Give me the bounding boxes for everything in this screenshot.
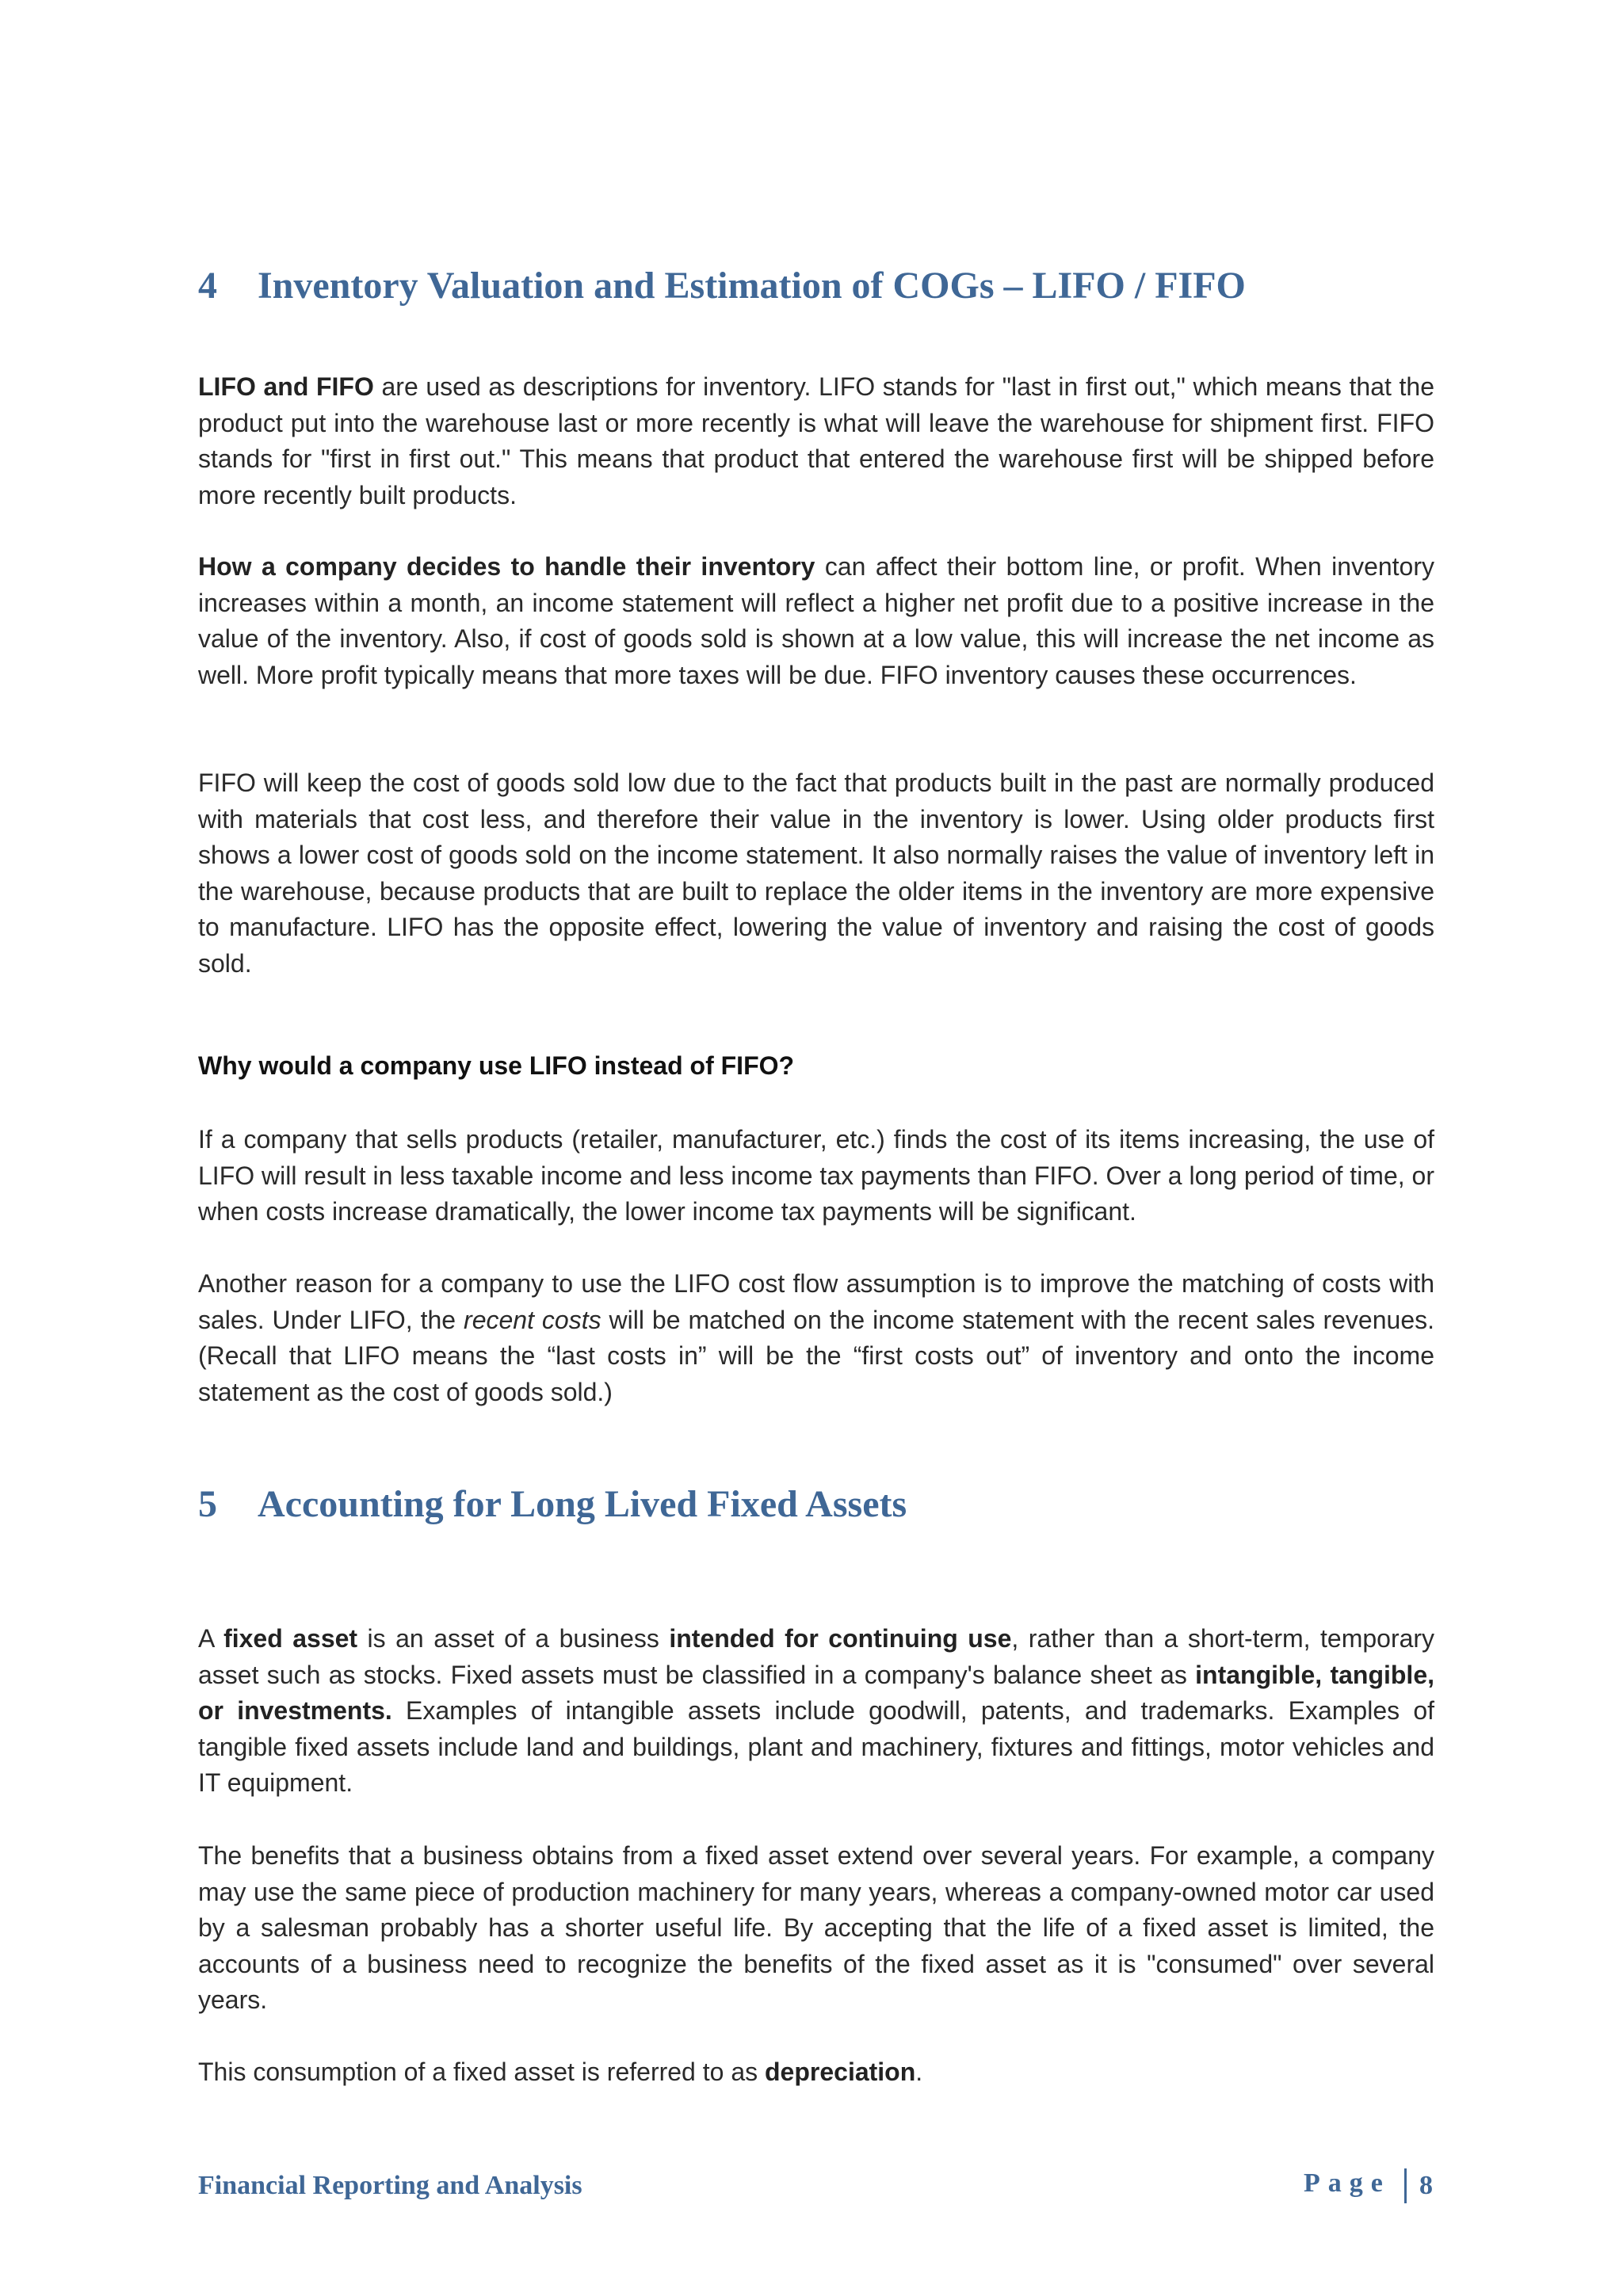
section-5-paragraph-2: The benefits that a business obtains from a fixed asset extend over several years. For example, a company may use the same piece of production machinery for many years, whereas a company-owned motor car used by a salesman probably has a shorter useful life. By accepting that the life of a fixed asset is limited, the accounts of a business need to recognize the benefits of the fixed asset as it is "consumed" over several years.	[198, 1841, 1434, 2014]
section-5-heading	[198, 1482, 907, 1526]
page-label: Page	[1304, 2168, 1391, 2198]
section-4-paragraph-2	[198, 549, 1434, 693]
footer-title: Financial Reporting and Analysis	[198, 2171, 582, 2200]
paragraph-text: .	[915, 2058, 923, 2086]
paragraph-text: , rather than a short-term, temporary asset such as stocks. Fixed assets must be classified in a company's balance sheet as	[198, 1624, 1435, 1689]
section-5-paragraph-1	[198, 1621, 1434, 1802]
section-4-heading	[198, 264, 1246, 307]
section-5-title: Accounting for Long Lived Fixed Assets	[258, 1483, 907, 1525]
depreciation-term: depreciation	[765, 2058, 916, 2086]
section-5-number: 5	[198, 1483, 217, 1525]
paragraph-text: Another reason for a company to use the LIFO cost flow assumption is to improve the matching of costs with sales. Under LIFO, the	[198, 1269, 1434, 1334]
section-4-question: Why would a company use LIFO instead of FIFO?	[198, 1051, 795, 1080]
page-number: 8	[1419, 2171, 1433, 2200]
paragraph-text: is an asset of a business	[357, 1624, 670, 1653]
paragraph-text: A	[198, 1624, 224, 1653]
continuing-use-term: intended for continuing use	[669, 1624, 1012, 1653]
lifo-fifo-term: LIFO and FIFO	[198, 372, 374, 401]
asset-classes-term: intangible, tangible, or investments.	[198, 1660, 1435, 1725]
section-4-paragraph-4: If a company that sells products (retailer, manufacturer, etc.) finds the cost of its items increasing, the use of LIFO will result in less taxable income and less income tax payments than FIFO. Over a long period of time, or when costs increase dramatically, the lower income tax payments will be significant.	[198, 1125, 1434, 1226]
section-4-paragraph-3: FIFO will keep the cost of goods sold low due to the fact that products built in the past are normally produced with materials that cost less, and therefore their value in the inventory is lower. Using older products first shows a lower cost of goods sold on the income statement. It also normally raises the value of inventory left in the warehouse, because products that are built to replace the older items in the inventory are more expensive to manufacture. LIFO has the opposite effect, lowering the value of inventory and raising the cost of goods sold.	[198, 769, 1434, 978]
section-4-paragraph-1	[198, 369, 1434, 513]
section-4-title: Inventory Valuation and Estimation of COGs – LIFO / FIFO	[258, 265, 1246, 307]
paragraph-text: will be matched on the income statement with the recent sales revenues. (Recall that LIFO means the “last costs in” will be the “first costs out” of inventory and onto the income statement as the cost of goods sold.)	[198, 1305, 1435, 1406]
paragraph-text: Examples of intangible assets include goodwill, patents, and trademarks. Examples of tangible fixed assets include land and buildings, plant and machinery, fixtures and fittings, motor vehicles and IT equipment.	[198, 1696, 1435, 1797]
fixed-asset-term: fixed asset	[223, 1624, 358, 1653]
recent-costs-term: recent costs	[464, 1305, 601, 1334]
footer-page-indicator	[1304, 2168, 1434, 2203]
section-4-paragraph-5	[198, 1266, 1434, 1410]
inventory-handling-term: How a company decides to handle their inventory	[198, 552, 815, 581]
page-divider	[1404, 2168, 1407, 2203]
paragraph-text: are used as descriptions for inventory. LIFO stands for "last in first out," which means that the product put into the warehouse last or more recently is what will leave the warehouse for shipment first. FIFO stands for "first in first out." This means that product that entered the warehouse first will be shipped before more recently built products.	[198, 372, 1435, 509]
paragraph-text: This consumption of a fixed asset is referred to as	[198, 2058, 765, 2086]
paragraph-text: can affect their bottom line, or profit. When inventory increases within a month, an income statement will reflect a higher net profit due to a positive increase in the value of the inventory. Also, if cost of goods sold is shown at a low value, this will increase the net income as well. More profit typically means that more taxes will be due. FIFO inventory causes these occurrences.	[198, 552, 1435, 689]
section-4-number: 4	[198, 265, 217, 307]
section-5-paragraph-3	[198, 2054, 1434, 2091]
